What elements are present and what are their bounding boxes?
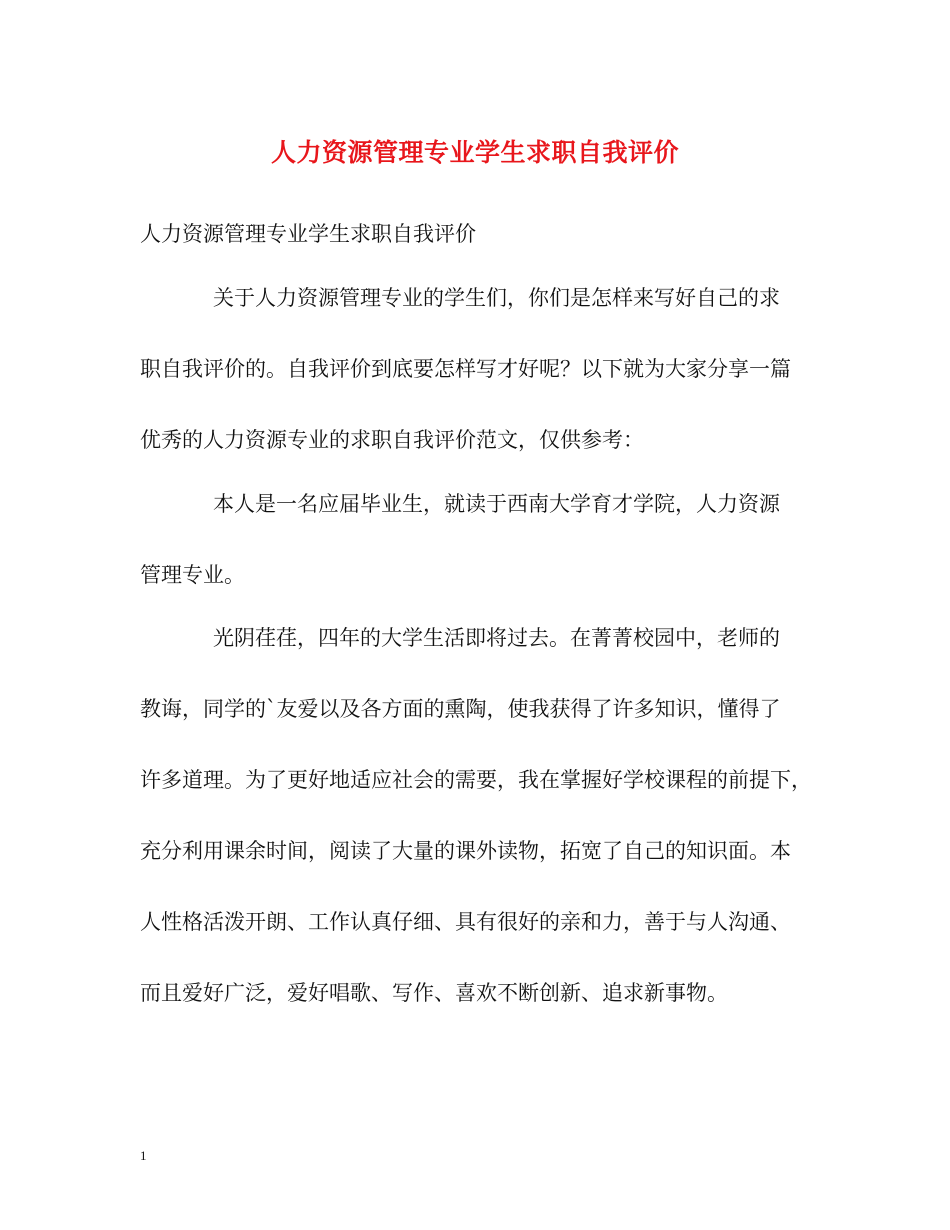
paragraph-line: 职自我评价的。自我评价到底要怎样写才好呢？以下就为大家分享一篇: [140, 357, 791, 381]
paragraph-line: 而且爱好广泛，爱好唱歌、写作、喜欢不断创新、追求新事物。: [140, 981, 728, 1005]
paragraph-line: 光阴荏荏，四年的大学生活即将过去。在菁菁校园中，老师的: [213, 626, 780, 650]
document-title: 人力资源管理专业学生求职自我评价: [270, 138, 679, 167]
paragraph-line: 人性格活泼开朗、工作认真仔细、具有很好的亲和力，善于与人沟通、: [140, 910, 791, 934]
paragraph-line: 管理专业。: [140, 563, 245, 587]
paragraph-line: 关于人力资源管理专业的学生们，你们是怎样来写好自己的求: [213, 286, 780, 310]
paragraph-line: 充分利用课余时间，阅读了大量的课外读物，拓宽了自己的知识面。本: [140, 839, 791, 863]
paragraph-line: 教诲，同学的`友爱以及各方面的熏陶，使我获得了许多知识，懂得了: [140, 697, 781, 721]
paragraph-line: 本人是一名应届毕业生，就读于西南大学育才学院，人力资源: [213, 492, 780, 516]
page-number: 1: [140, 1148, 147, 1163]
paragraph-line: 许多道理。为了更好地适应社会的需要，我在掌握好学校课程的前提下，: [140, 768, 812, 792]
paragraph-line: 优秀的人力资源专业的求职自我评价范文，仅供参考：: [140, 428, 644, 452]
document-subtitle: 人力资源管理专业学生求职自我评价: [140, 222, 476, 246]
